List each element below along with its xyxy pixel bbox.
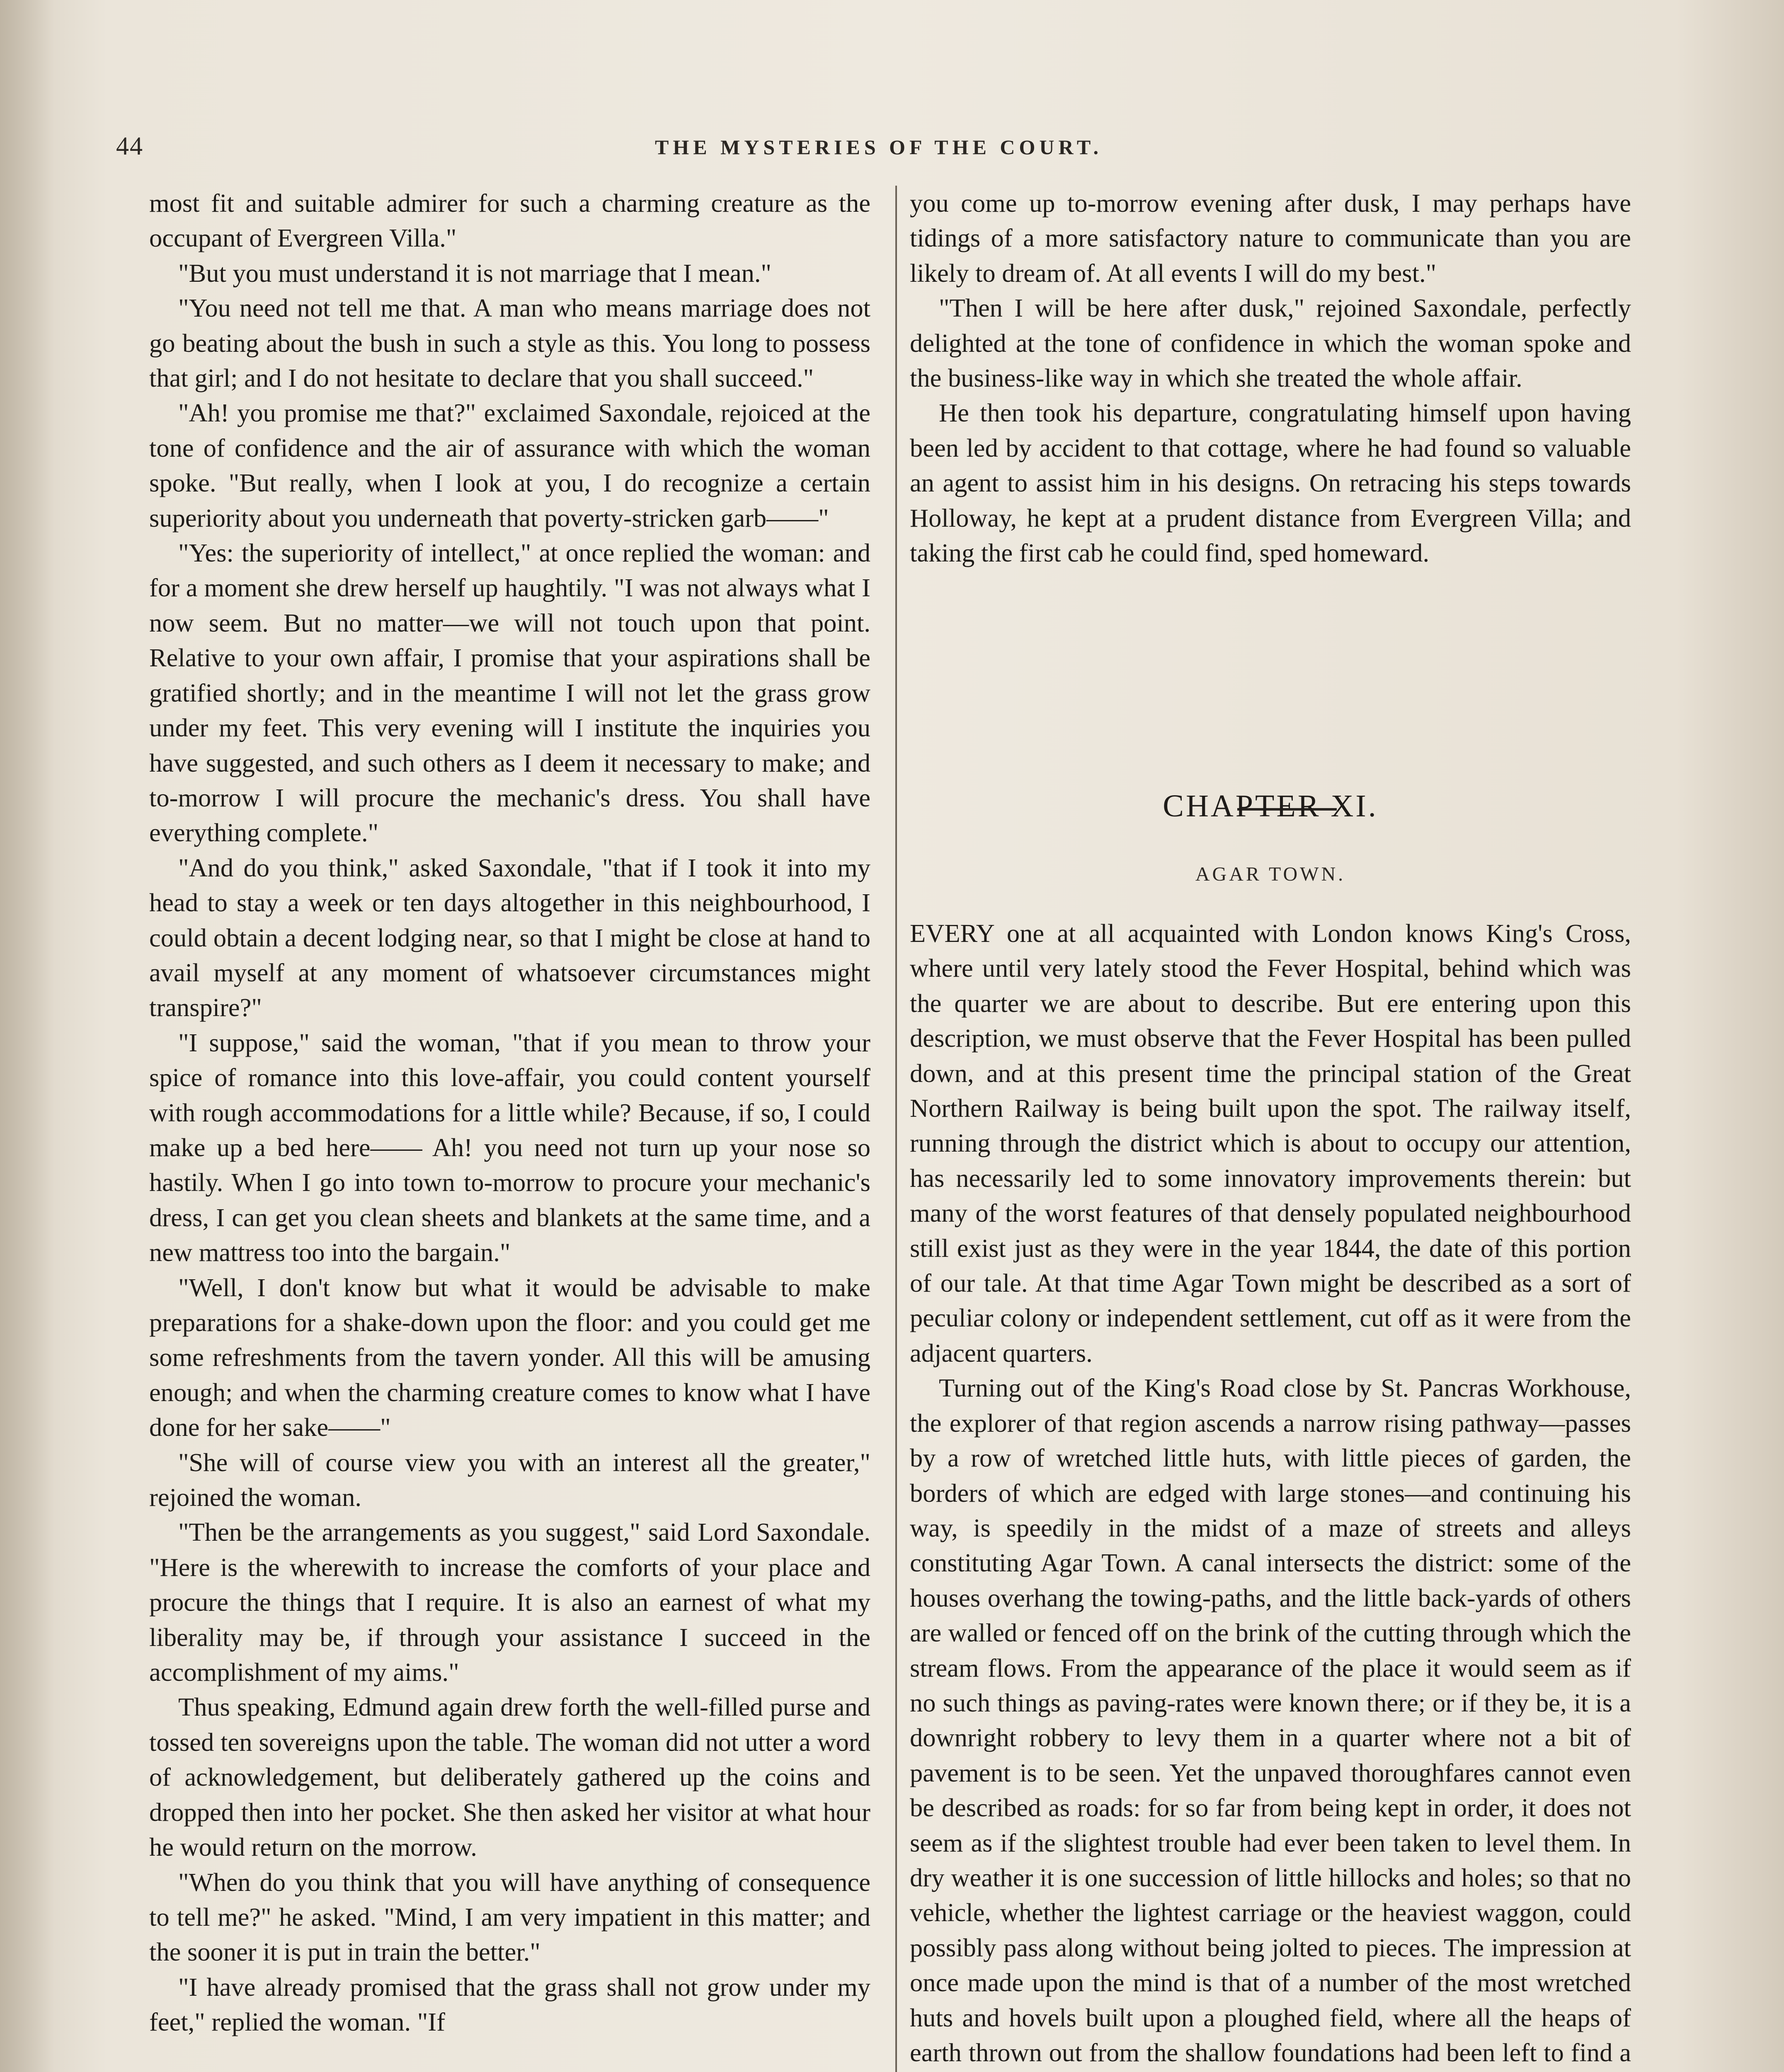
paragraph: Thus speaking, Edmund again drew forth the well-filled purse and tossed ten sovereigns upon the table. The woman did not utter a word of acknowledgement, but deliberately gathered up the coins and dropped then into her pocket. She then asked her visitor at what hour he would return on the morrow. [149, 1692, 870, 1862]
chapter-title: CHAPTER XI. [1163, 789, 1378, 823]
running-head: THE MYSTERIES OF THE COURT. [655, 136, 1103, 159]
paragraph: "Well, I don't know but what it would be advisable to make preparations for a shake-down upon the floor: and you could get me some refreshments from the tavern yonder. All this will be amusing enough; and when the charming creature comes to know what I have done for her sake——" [149, 1273, 870, 1442]
paragraph: "But you must understand it is not marriage that I mean." [178, 258, 771, 288]
paragraph: you come up to-morrow evening after dusk, I may perhaps have tidings of a more satisfactory nature to communicate than you are likely to dream of. At all events I will do my best." [910, 189, 1631, 288]
paragraph: "Ah! you promise me that?" exclaimed Saxondale, rejoiced at the tone of confidence and the air of assurance with which the woman spoke. "But really, when I look at you, I do recognize a certain superiority about you underneath that poverty-stricken garb——" [149, 398, 870, 533]
chapter-subtitle: AGAR TOWN. [1195, 863, 1346, 885]
paragraph: EVERY one at all acquainted with London knows King's Cross, where until very lately stood the Fever Hospital, behind which was the quarter we are about to describe. But ere entering upon this description, we must observe that the Fever Hospital has been pulled down, and at this present time the principal station of the Great Northern Railway is being built upon the spot. The railway itself, running through the district which is about to occupy our attention, has necessarily led to some innovatory improvements therein: but many of the worst features of that densely populated neighbourhood still exist just as they were in the year 1844, the date of this portion of our tale. At that time Agar Town might be described as a sort of peculiar colony or independent settlement, cut off as it were from the adjacent quarters. [910, 919, 1631, 1368]
paragraph: Turning out of the King's Road close by St. Pancras Workhouse, the explorer of that region ascends a narrow rising pathway—passes by a row of wretched little huts, with little pieces of garden, the borders of which are edged with large stones—and continuing his way, is speedily in the midst of a maze of streets and alleys constituting Agar Town. A canal intersects the district: some of the houses overhang the towing-paths, and the little back-yards of others are walled or fenced off on the brink of the cutting through which the stream flows. From the appearance of the place it would seem as if no such things as paving-rates were known there; or if they be, it is a downright robbery to levy them in a quarter where not a bit of pavement is to be seen. Yet the unpaved thoroughfares cannot even be described as roads: for so far from being kept in order, it does not seem as if the slightest trouble had ever been taken to level them. In dry weather it is one succession of little hillocks and holes; so that no vehicle, whether the lightest carriage or the heaviest waggon, could possibly pass along without being jolted to pieces. The impression at once made upon the mind is that of a number of the most wretched huts and hovels built upon a ploughed field, where all the heaps of earth thrown out from the shallow foundations had been left to find a [910, 1373, 1631, 2067]
paragraph: "When do you think that you will have anything of consequence to tell me?" he asked. "Mind, I am very impatient in this matter; and the sooner it is put in train the better." [149, 1867, 870, 1967]
paragraph: "I suppose," said the woman, "that if you mean to throw your spice of romance into this love-affair, you could content yourself with rough accommodations for a little while? Because, if so, I could make up a bed here—— Ah! you need not turn up your nose so hastily. When I go into town to-morrow to procure your mechanic's dress, I can get you clean sheets and blankets at the same time, and a new mattress too into the bargain." [149, 1028, 870, 1267]
paragraph: "I have already promised that the grass shall not grow under my feet," replied the woman. "If [149, 1972, 870, 2037]
paragraph: "You need not tell me that. A man who means marriage does not go beating about the bush in such a style as this. You long to possess that girl; and I do not hesitate to declare that you shall succeed." [149, 293, 870, 393]
paragraph: most fit and suitable admirer for such a charming creature as the occupant of Evergreen Villa." [149, 189, 870, 253]
left-column [149, 186, 870, 2040]
right-column-body [910, 916, 1631, 2072]
paragraph: "Then be the arrangements as you suggest," said Lord Saxondale. "Here is the wherewith to increase the comforts of your place and procure the things that I require. It is also an earnest of what my liberality may be, if through your assistance I succeed in the accomplishment of my aims." [149, 1518, 870, 1687]
paragraph: He then took his departure, congratulating himself upon having been led by accident to that cottage, where he had found so valuable an agent to assist him in his designs. On retracing his steps towards Holloway, he kept at a prudent distance from Evergreen Villa; and taking the first cab he could find, sped homeward. [910, 398, 1631, 568]
page-number: 44 [116, 132, 143, 160]
paragraph: "Yes: the superiority of intellect," at once replied the woman: and for a moment she drew herself up haughtily. "I was not always what I now seem. But no matter—we will not touch upon that point. Relative to your own affair, I promise that your aspirations shall be gratified shortly; and in the meantime I will not let the grass grow under my feet. This very evening will I institute the inquiries you have suggested, and such others as I deem it necessary to make; and to-morrow I will procure the mechanic's dress. You shall have everything complete." [149, 538, 870, 847]
paragraph: "Then I will be here after dusk," rejoined Saxondale, perfectly delighted at the tone of confidence in which the woman spoke and the business-like way in which she treated the whole affair. [910, 293, 1631, 393]
column-divider [895, 186, 897, 2072]
paragraph: "She will of course view you with an interest all the greater," rejoined the woman. [149, 1447, 870, 1512]
page-header [116, 132, 1641, 169]
paragraph: "And do you think," asked Saxondale, "that if I took it into my head to stay a week or ten days altogether in this neighbourhood, I could obtain a decent lodging near, so that I might be close at hand to avail myself at any moment of whatsoever circumstances might transpire?" [149, 853, 870, 1022]
right-column-top [910, 186, 1631, 570]
